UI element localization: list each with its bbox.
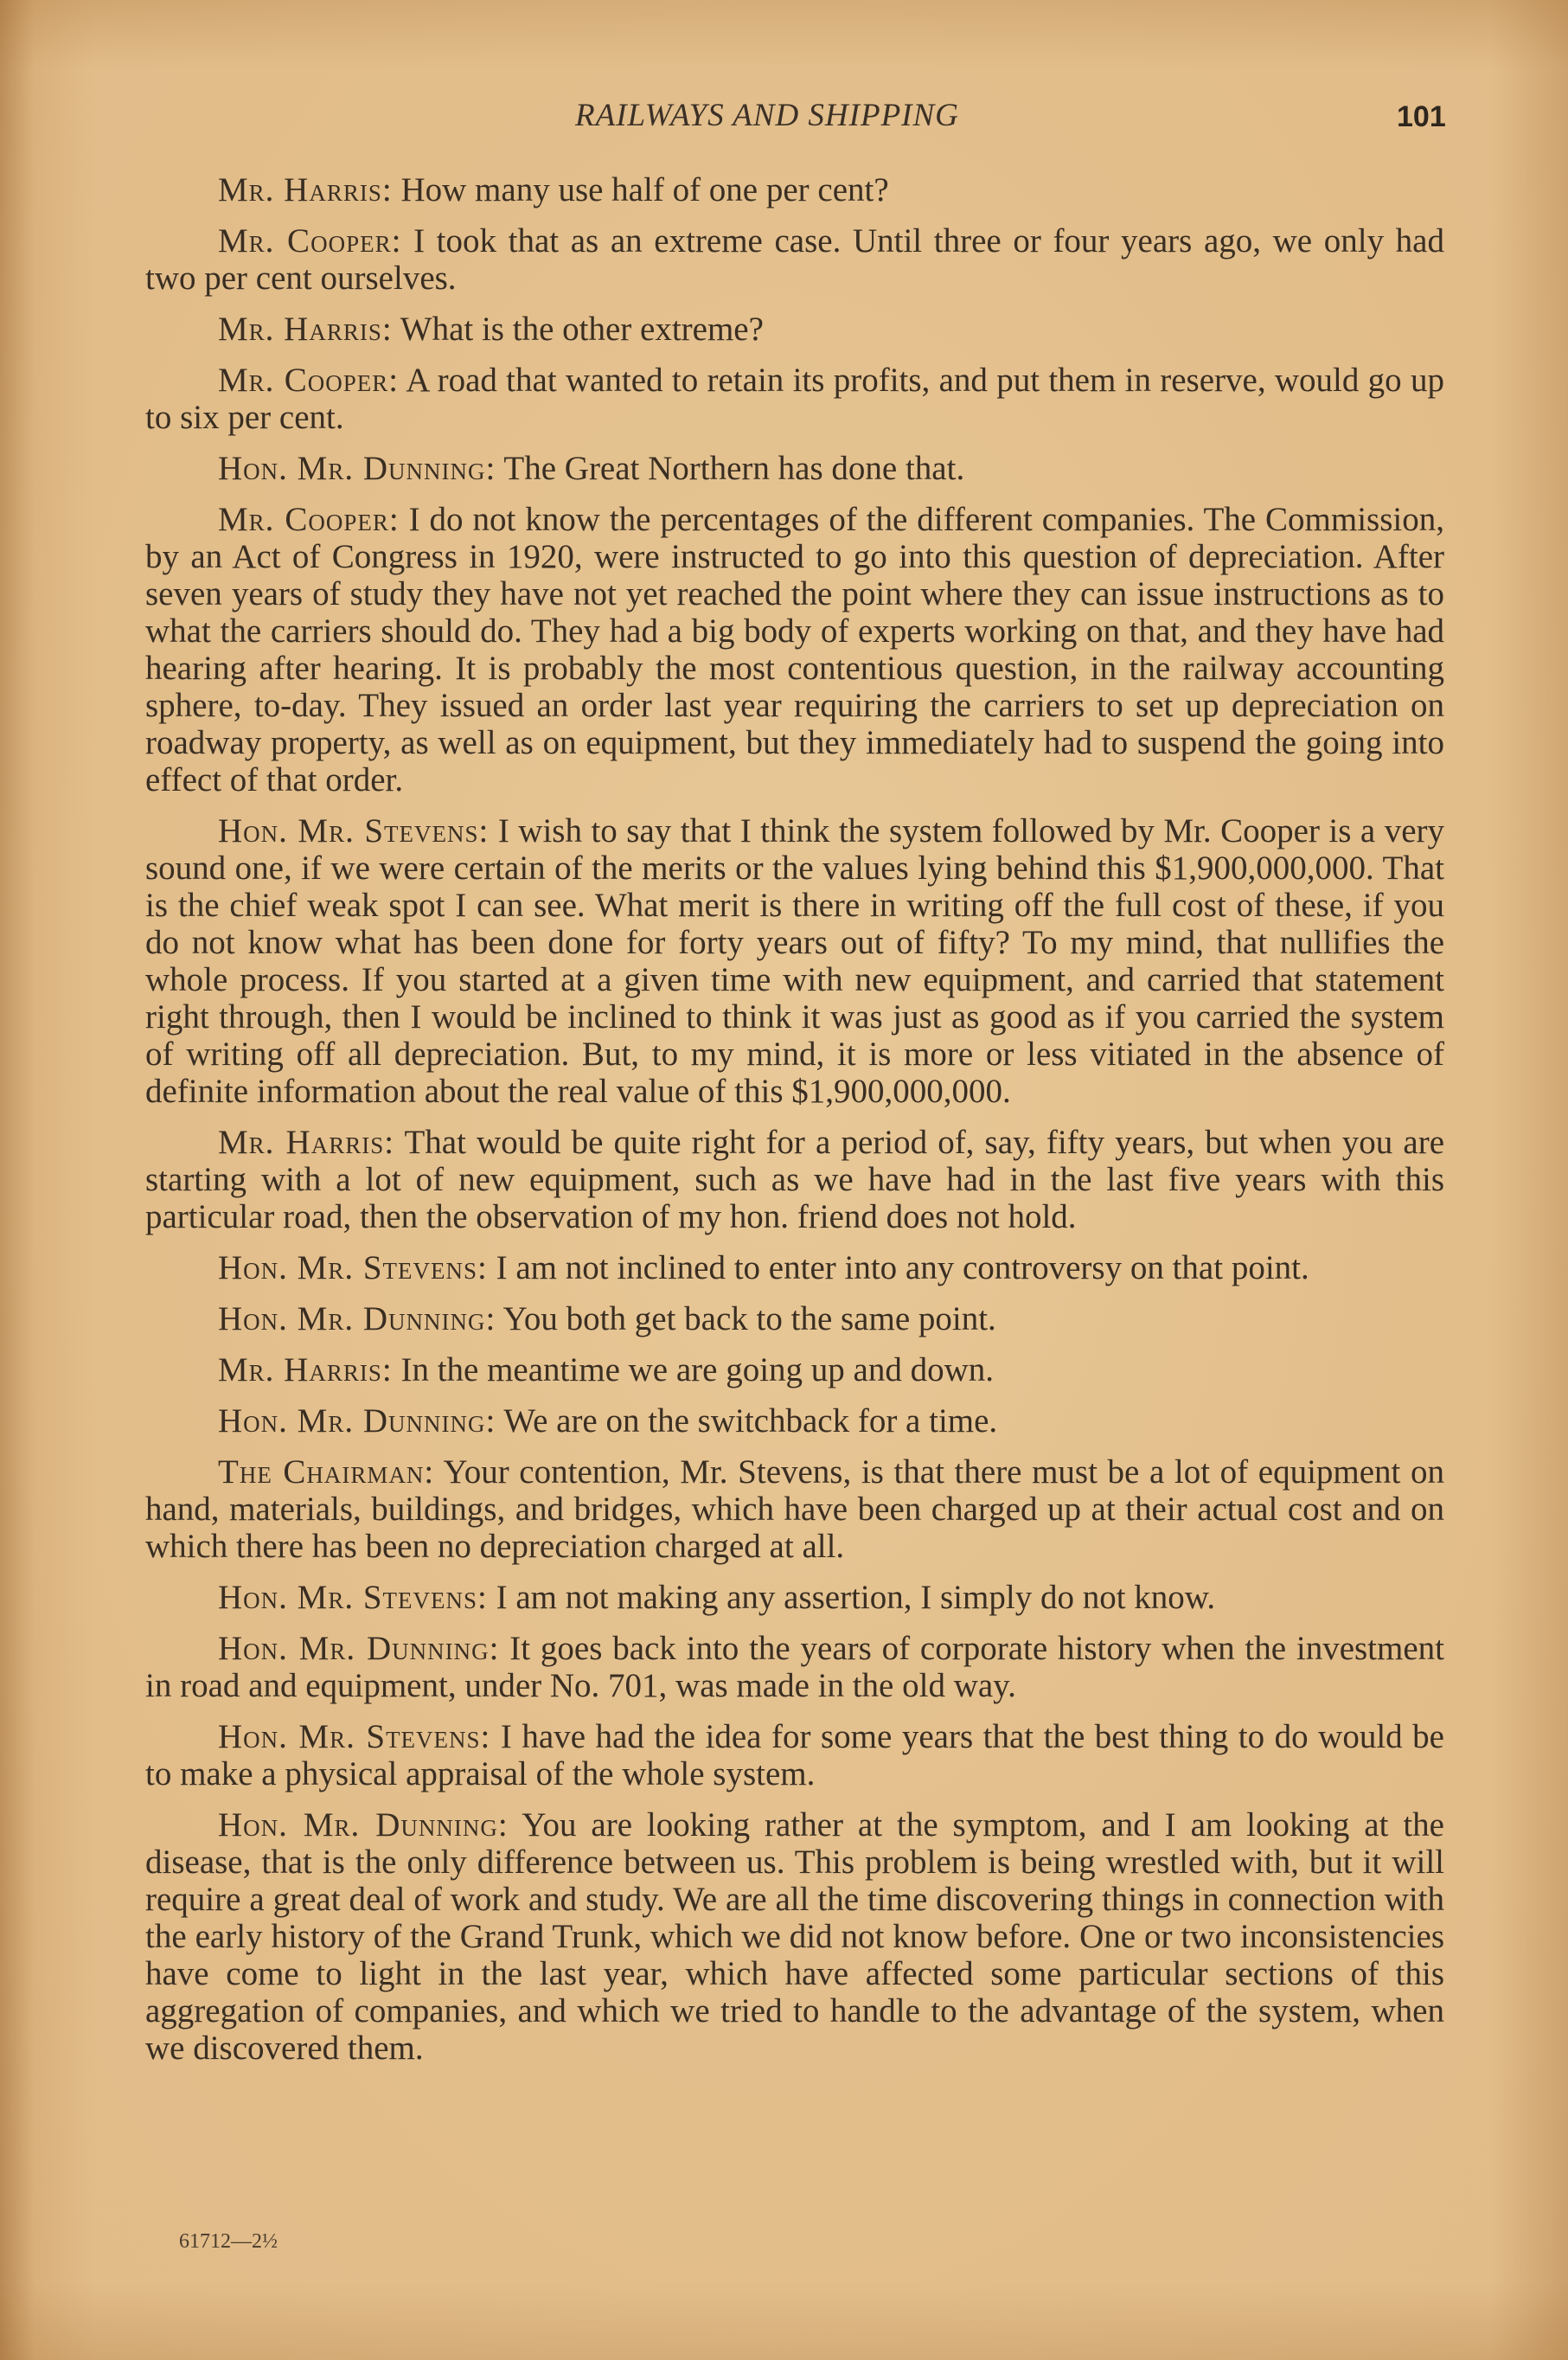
paragraph-text: You both get back to the same point. — [502, 1300, 996, 1337]
paragraph — [145, 311, 1444, 348]
paragraph — [145, 501, 1444, 798]
speaker-name: Hon. Mr. Dunning: — [218, 1300, 496, 1337]
speaker-name: Hon. Mr. Dunning: — [218, 1630, 500, 1667]
paragraph — [145, 1249, 1444, 1286]
paragraph-text: You are looking rather at the symptom, and I am looking at the disease, that is the only difference between us. This problem is being wrestled with, but it will require a great deal of work and study. We are all the time discovering things in connection with the early history of the Grand Trunk, which we did not know before. One or two inconsistencies have come to light in the last year, which have affected some particular sections of this aggregation of companies, and which we tried to handle to the advantage of the system, when we discovered them. — [145, 1806, 1444, 2067]
paragraph-text: I took that as an extreme case. Until three or four years ago, we only had two per cent ourselves. — [145, 222, 1444, 297]
speaker-name: Mr. Harris: — [218, 311, 393, 348]
speaker-name: Hon. Mr. Dunning: — [218, 1806, 509, 1844]
page-number: 101 — [1397, 100, 1446, 133]
paragraph — [145, 1300, 1444, 1337]
speaker-name: Mr. Cooper: — [218, 501, 400, 538]
paragraph — [145, 1630, 1444, 1704]
speaker-name: Mr. Cooper: — [218, 362, 400, 399]
running-title: RAILWAYS AND SHIPPING — [575, 98, 959, 133]
speaker-name: Mr. Cooper: — [218, 222, 402, 260]
paragraph-text: I am not inclined to enter into any controversy on that point. — [496, 1249, 1309, 1286]
speaker-name: Mr. Harris: — [218, 1124, 395, 1161]
paragraph — [145, 1453, 1444, 1565]
paragraph-text: It goes back into the years of corporate history when the investment in road and equipment, under No. 701, was made in the old way. — [145, 1630, 1444, 1704]
speaker-name: Hon. Mr. Stevens: — [218, 1249, 488, 1286]
paragraph-text: I have had the idea for some years that the best thing to do would be to make a physical appraisal of the whole system. — [145, 1718, 1444, 1792]
speaker-name: Hon. Mr. Dunning: — [218, 450, 496, 487]
paragraph-text: We are on the switchback for a time. — [503, 1402, 998, 1440]
paragraph-text: The Great Northern has done that. — [503, 450, 965, 487]
paragraph-text: I do not know the percentages of the different companies. The Commission, by an Act of Congress in 1920, were instructed to go into this question of depreciation. After seven years of study they have not yet reached the point where they can issue instructions as to what the carriers should do. They had a big body of experts working on that, and they have had hearing after hearing. It is probably the most contentious question, in the railway accounting sphere, to-day. They issued an order last year requiring the carriers to set up depreciation on roadway property, as well as on equipment, but they immediately had to suspend the going into effect of that order. — [145, 501, 1444, 798]
paragraph — [145, 812, 1444, 1110]
paragraph — [145, 171, 1444, 208]
paragraph-text: In the meantime we are going up and down. — [400, 1351, 995, 1388]
paragraph-text: I wish to say that I think the system followed by Mr. Cooper is a very sound one, if we were certain of the merits or the values lying behind this $1,900,000,000. That is the chief weak spot I can see. What merit is there in writing off the full cost of these, if you do not know what has been done for forty years out of fifty? To my mind, that nullifies the whole process. If you started at a given time with new equipment, and carried that statement right through, then I would be inclined to think it was just as good as if you carried the system of writing off all depreciation. But, to my mind, it is more or less vitiated in the absence of definite information about the real value of this $1,900,000,000. — [145, 812, 1445, 1110]
speaker-name: Hon. Mr. Stevens: — [218, 1579, 488, 1616]
paragraph — [145, 222, 1444, 297]
paragraph — [145, 450, 1444, 487]
paragraph-text: What is the other extreme? — [400, 311, 764, 348]
paragraph — [145, 1806, 1444, 2067]
paragraph — [145, 362, 1444, 436]
signature-mark: 61712—2½ — [179, 2230, 278, 2253]
paragraph-text: A road that wanted to retain its profits, and put them in reserve, would go up to six per cent. — [145, 362, 1444, 436]
paragraph-text: That would be quite right for a period of, say, fifty years, but when you are starting with a lot of new equipment, such as we have had in the last five years with this particular road, then the observation of my hon. friend does not hold. — [145, 1124, 1444, 1235]
transcript-body — [145, 171, 1444, 2081]
paragraph — [145, 1124, 1444, 1235]
speaker-name: Hon. Mr. Stevens: — [218, 812, 490, 850]
paragraph — [145, 1402, 1444, 1440]
speaker-name: Hon. Mr. Dunning: — [218, 1402, 496, 1440]
paragraph — [145, 1579, 1444, 1616]
paragraph-text: Your contention, Mr. Stevens, is that there must be a lot of equipment on hand, materials, buildings, and bridges, which have been charged up at their actual cost and on which there has been no depreciation charged at all. — [145, 1453, 1444, 1565]
paragraph — [145, 1351, 1444, 1388]
paragraph-text: I am not making any assertion, I simply do not know. — [496, 1579, 1216, 1616]
speaker-name: Mr. Harris: — [218, 1351, 393, 1388]
paragraph-text: How many use half of one per cent? — [400, 171, 889, 208]
speaker-name: Mr. Harris: — [218, 171, 393, 208]
speaker-name: The Chairman: — [218, 1453, 435, 1491]
running-head — [0, 97, 1568, 140]
paragraph — [145, 1718, 1444, 1792]
speaker-name: Hon. Mr. Stevens: — [218, 1718, 491, 1755]
